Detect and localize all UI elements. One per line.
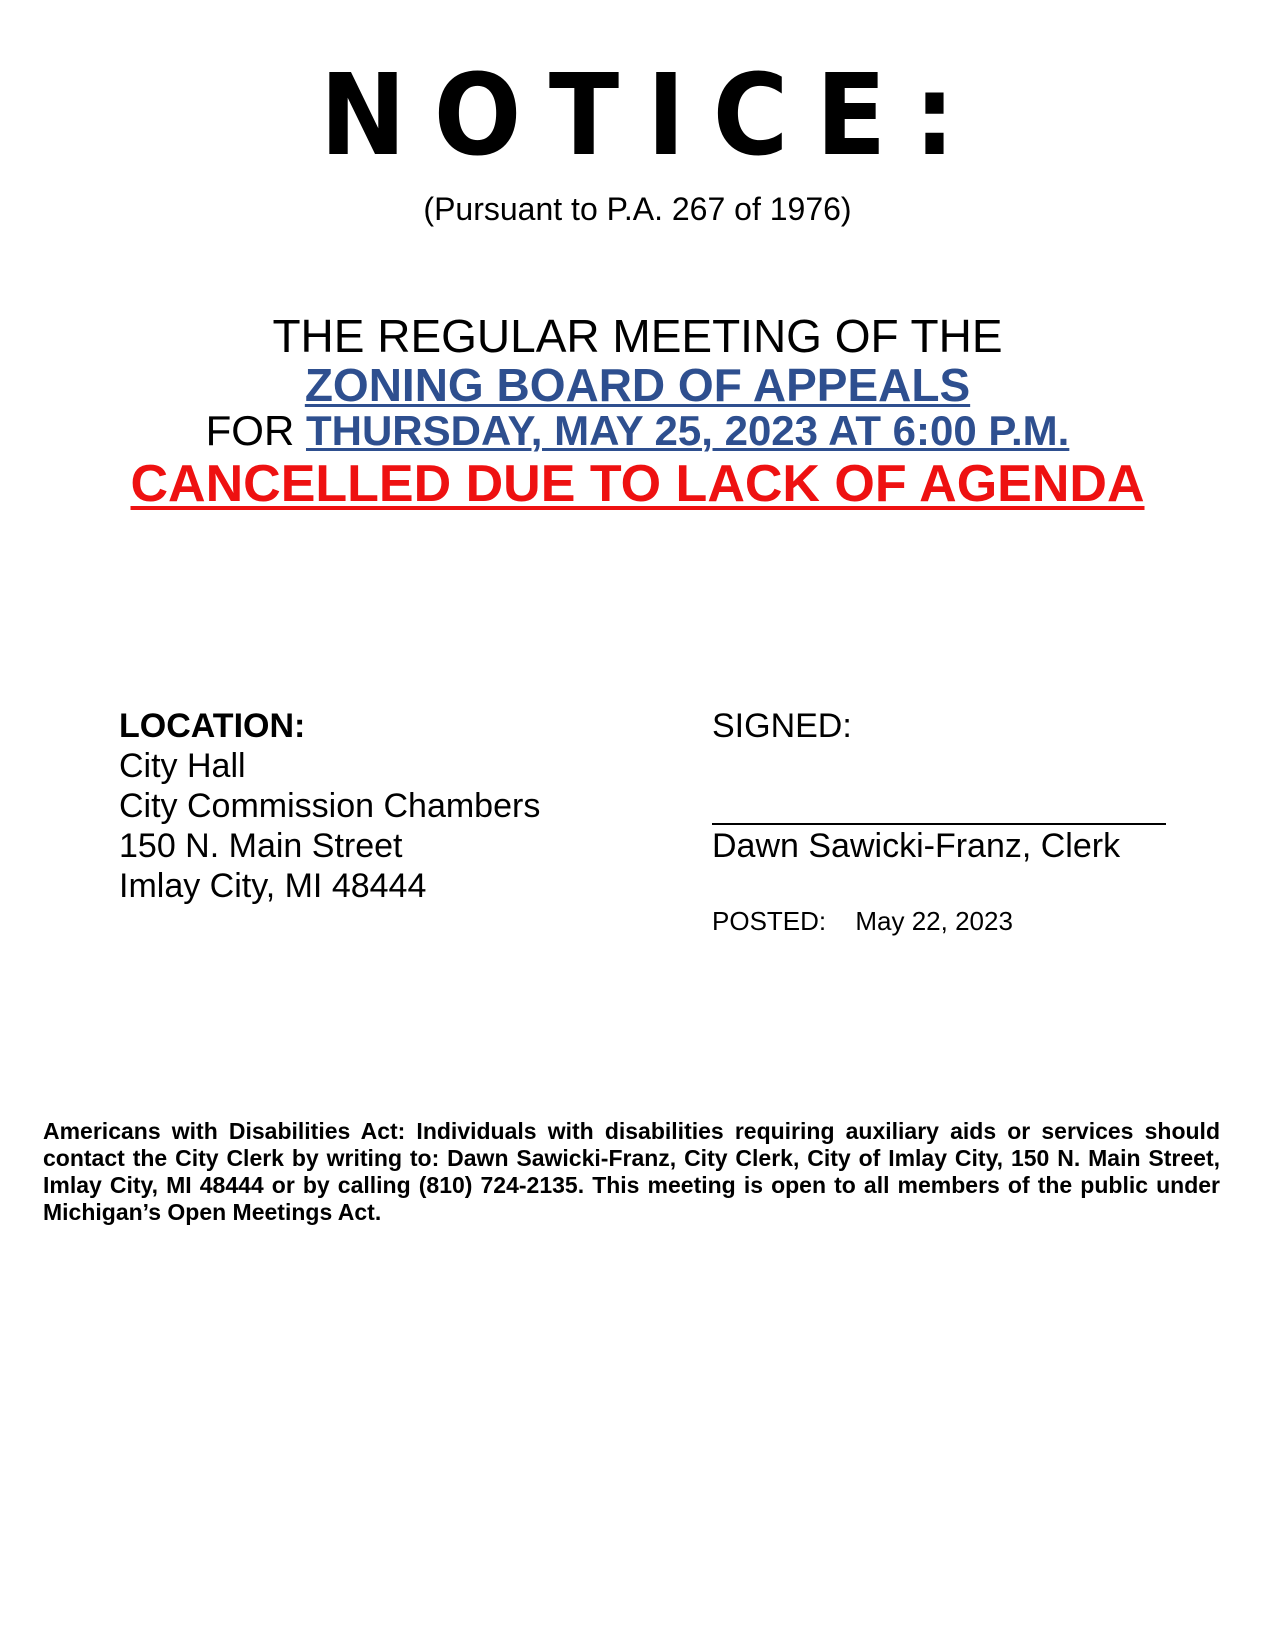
meeting-date-line [0,407,1275,454]
location-heading: LOCATION: [119,707,306,745]
meeting-date-time: THURSDAY, MAY 25, 2023 AT 6:00 P.M. [305,407,1070,454]
location-line: Imlay City, MI 48444 [119,867,427,905]
cancellation-status: CANCELLED DUE TO LACK OF AGENDA [130,455,1145,513]
board-name-line [0,359,1275,411]
location-line: City Commission Chambers [119,787,541,825]
posted-row [712,906,1013,936]
signed-label: SIGNED: [712,707,852,745]
posted-label: POSTED: [712,906,827,936]
meeting-intro: THE REGULAR MEETING OF THE [272,310,1003,362]
signature-line [712,823,1166,825]
notice-title: NOTICE: [319,51,983,181]
for-prefix: FOR [205,407,295,454]
location-line: City Hall [119,747,246,785]
ada-notice: Americans with Disabilities Act: Individuals with disabilities requiring auxiliary aids or services should contact the City Clerk by writing to: Dawn Sawicki-Franz, City Clerk, City of Imlay City, 150 N. Main Street, Imlay City, MI 48444 or by calling (810) 724-2135. This meeting is open to all members of the public under Michigan’s Open Meetings Act. [43,1118,1220,1225]
signer-name: Dawn Sawicki-Franz, Clerk [712,827,1121,865]
location-block [119,706,540,906]
posted-date: May 22, 2023 [855,906,1013,936]
pursuant-subtitle: (Pursuant to P.A. 267 of 1976) [423,191,852,227]
board-name: ZONING BOARD OF APPEALS [304,359,971,411]
location-line: 150 N. Main Street [119,827,403,865]
